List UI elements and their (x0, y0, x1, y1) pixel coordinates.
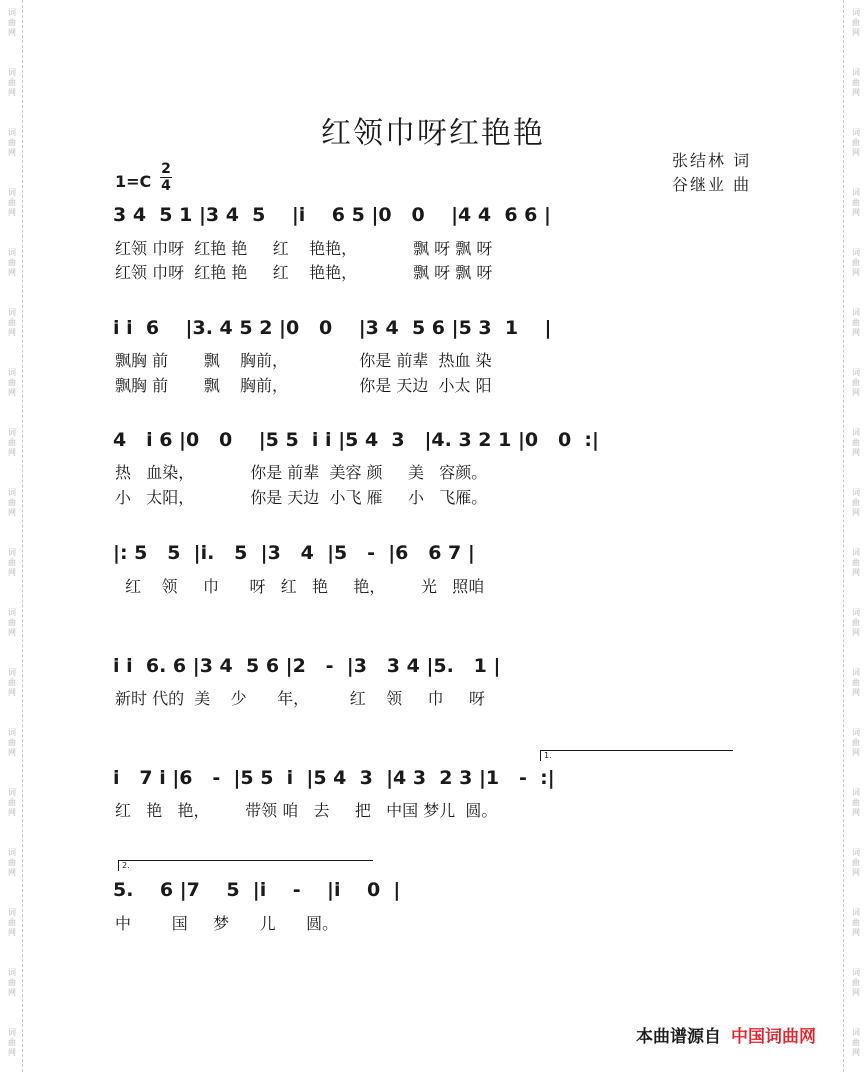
watermark-text: 词 曲 网 (8, 188, 16, 217)
notation-row-3: 4 i 6 |0 0 |5 5 i i |5 4 3 |4. 3 2 1 |0 0 :| (113, 429, 599, 451)
watermark-text: 词 曲 网 (8, 488, 16, 517)
first-ending-label: 1. (544, 751, 552, 760)
watermark-text: 词 曲 网 (8, 608, 16, 637)
source-brand-link[interactable]: 中国词曲网 (731, 1027, 816, 1047)
lyric-row-1-verse-2: 红领 巾呀 红艳 艳 红 艳艳， 飘 呀 飘 呀 (115, 263, 493, 282)
first-ending-bracket (540, 750, 733, 761)
watermark-text: 词 曲 网 (852, 728, 860, 757)
watermark-text: 词 曲 网 (852, 908, 860, 937)
second-ending-bracket (118, 860, 373, 871)
lyricist-credit: 张结林 词 (672, 151, 752, 170)
watermark-text: 词 曲 网 (852, 788, 860, 817)
watermark-text: 词 曲 网 (852, 128, 860, 157)
lyric-row-3-verse-2: 小 太阳， 你是 天边 小飞 雁 小 飞雁。 (115, 488, 488, 507)
time-bottom: 4 (161, 178, 171, 194)
watermark-text: 词 曲 网 (852, 8, 860, 37)
watermark-text: 词 曲 网 (8, 128, 16, 157)
watermark-text: 词 曲 网 (8, 548, 16, 577)
watermark-text: 词 曲 网 (852, 668, 860, 697)
watermark-text: 词 曲 网 (8, 848, 16, 877)
watermark-text: 词 曲 网 (8, 8, 16, 37)
source-label: 本曲谱源自 (636, 1027, 721, 1047)
watermark-text: 词 曲 网 (852, 308, 860, 337)
watermark-text: 词 曲 网 (8, 728, 16, 757)
lyric-row-1-verse-1: 红领 巾呀 红艳 艳 红 艳艳， 飘 呀 飘 呀 (115, 239, 493, 258)
lyric-row-5: 新时 代的 美 少 年， 红 领 巾 呀 (115, 689, 486, 708)
right-margin-line (843, 0, 844, 1072)
watermark-text: 词 曲 网 (8, 668, 16, 697)
watermark-text: 词 曲 网 (852, 1028, 860, 1057)
watermark-text: 词 曲 网 (8, 908, 16, 937)
lyric-row-6: 红 艳 艳， 带领 咱 去 把 中国 梦儿 圆。 (115, 801, 498, 820)
notation-row-5: i i 6. 6 |3 4 5 6 |2 - |3 3 4 |5. 1 | (113, 655, 501, 677)
watermark-text: 词 曲 网 (8, 788, 16, 817)
notation-row-6: i 7 i |6 - |5 5 i |5 4 3 |4 3 2 3 |1 - :| (113, 767, 555, 789)
key-signature: 1=C (115, 172, 152, 191)
lyric-row-4: 红 领 巾 呀 红 艳 艳， 光 照咱 (115, 577, 485, 596)
watermark-text: 词 曲 网 (852, 428, 860, 457)
composer-credit: 谷继业 曲 (672, 175, 752, 194)
time-top: 2 (161, 161, 171, 177)
watermark-text: 词 曲 网 (852, 608, 860, 637)
watermark-text: 词 曲 网 (852, 848, 860, 877)
watermark-text: 词 曲 网 (852, 368, 860, 397)
lyric-row-7: 中 国 梦 儿 圆。 (115, 914, 339, 933)
watermark-text: 词 曲 网 (852, 68, 860, 97)
second-ending-label: 2. (122, 861, 130, 870)
left-margin-line (22, 0, 23, 1072)
watermark-text: 词 曲 网 (8, 1028, 16, 1057)
song-title: 红领巾呀红艳艳 (321, 116, 545, 151)
watermark-text: 词 曲 网 (8, 68, 16, 97)
watermark-text: 词 曲 网 (852, 188, 860, 217)
watermark-text: 词 曲 网 (852, 548, 860, 577)
lyric-row-2-verse-2: 飘胸 前 飘 胸前， 你是 天边 小太 阳 (115, 376, 492, 395)
time-signature (160, 162, 172, 193)
notation-row-1: 3 4 5 1 |3 4 5 |i 6 5 |0 0 |4 4 6 6 | (113, 204, 551, 226)
watermark-text: 词 曲 网 (852, 968, 860, 997)
watermark-text: 词 曲 网 (852, 488, 860, 517)
watermark-text: 词 曲 网 (8, 248, 16, 277)
notation-row-7: 5. 6 |7 5 |i - |i 0 | (113, 879, 401, 901)
lyric-row-3-verse-1: 热 血染， 你是 前辈 美容 颜 美 容颜。 (115, 463, 488, 482)
notation-row-2: i i 6 |3. 4 5 2 |0 0 |3 4 5 6 |5 3 1 | (113, 317, 552, 339)
watermark-text: 词 曲 网 (8, 368, 16, 397)
lyric-row-2-verse-1: 飘胸 前 飘 胸前， 你是 前辈 热血 染 (115, 351, 492, 370)
notation-row-4: |: 5 5 |i. 5 |3 4 |5 - |6 6 7 | (113, 542, 475, 564)
watermark-text: 词 曲 网 (8, 308, 16, 337)
watermark-text: 词 曲 网 (852, 248, 860, 277)
watermark-text: 词 曲 网 (8, 428, 16, 457)
source-credit (636, 1022, 816, 1047)
watermark-text: 词 曲 网 (8, 968, 16, 997)
